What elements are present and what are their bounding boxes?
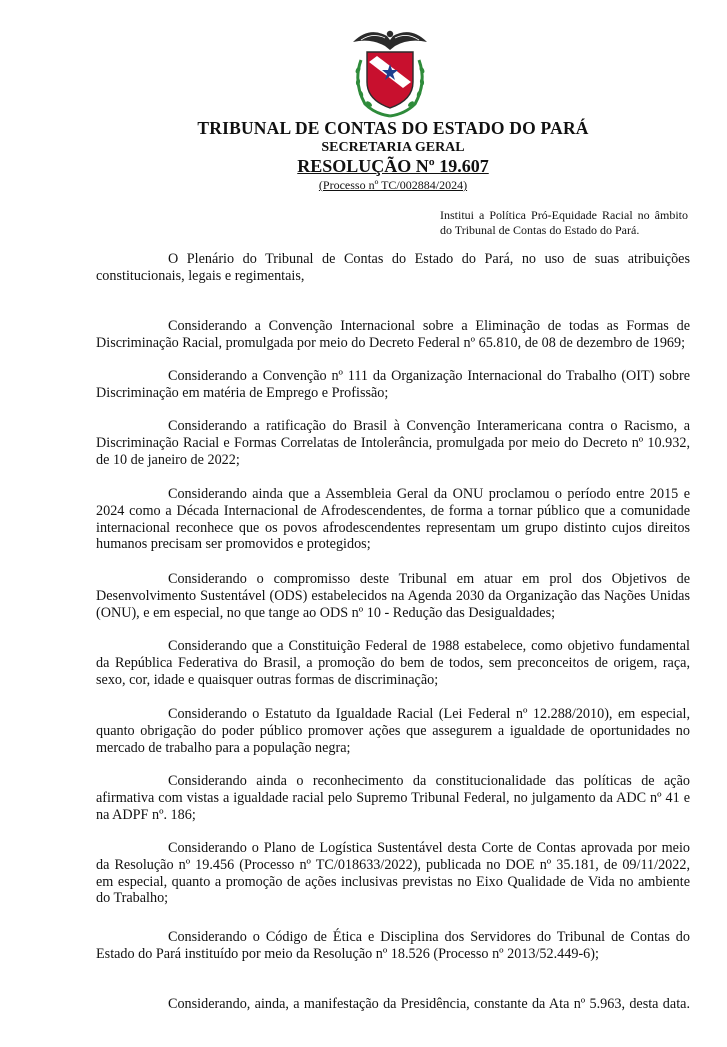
- whereas-paragraph: Considerando o Código de Ética e Disciplina dos Servidores do Tribunal de Contas do Estado do Pará instituído por meio da Resolução nº 18.526 (Processo nº 2013/52.449-6);: [96, 929, 690, 962]
- department-title: SECRETARIA GERAL: [321, 140, 465, 155]
- whereas-paragraph: Considerando a Convenção nº 111 da Organização Internacional do Trabalho (OIT) sobre Discriminação em matéria de Emprego e Profissão;: [96, 368, 690, 401]
- whereas-paragraph: Considerando a Convenção Internacional sobre a Eliminação de todas as Formas de Discriminação Racial, promulgada por meio do Decreto Federal nº 65.810, de 08 de dezembro de 1969;: [96, 318, 690, 351]
- whereas-paragraph: Considerando ainda que a Assembleia Geral da ONU proclamou o período entre 2015 e 2024 como a Década Internacional de Afrodescendentes, de forma a tornar público que a comunidade internacional reconhece que os povos afrodescendentes representam um grupo distinto cujos direitos humanos precisam ser promovidos e protegidos;: [96, 486, 690, 553]
- whereas-paragraph: Considerando que a Constituição Federal de 1988 estabelece, como objetivo fundamental da República Federativa do Brasil, a promoção do bem de todos, sem preconceitos de origem, raça, sexo, cor, idade e quaisquer outras formas de discriminação;: [96, 638, 690, 688]
- whereas-paragraph: Considerando ainda o reconhecimento da constitucionalidade das políticas de ação afirmativa com vistas a igualdade racial pelo Supremo Tribunal Federal, no julgamento da ADC nº 41 e na ADPF nº. 186;: [96, 773, 690, 823]
- opening-paragraph: O Plenário do Tribunal de Contas do Estado do Pará, no uso de suas atribuições constitucionais, legais e regimentais,: [96, 251, 690, 284]
- whereas-paragraph: Considerando o compromisso deste Tribunal em atuar em prol dos Objetivos de Desenvolvimento Sustentável (ODS) estabelecidos na Agenda 2030 da Organização das Nações Unidas (ONU), e em especial, no que tange ao ODS nº 10 - Redução das Desigualdades;: [96, 571, 690, 621]
- whereas-paragraph: Considerando o Plano de Logística Sustentável desta Corte de Contas aprovada por meio da Resolução nº 19.456 (Processo nº TC/018633/2022), publicada no DOE nº 35.181, de 09/11/2022, em especial, quanto a promoção de ações inclusivas previstas no Eixo Qualidade de Vida no ambiente do Trabalho;: [96, 840, 690, 907]
- coat-of-arms-emblem: [347, 24, 433, 120]
- ementa-summary: Institui a Política Pró-Equidade Racial no âmbito do Tribunal de Contas do Estado do Pará.: [440, 208, 688, 237]
- resolution-title: RESOLUÇÃO Nº 19.607: [297, 156, 489, 176]
- whereas-paragraph: Considerando o Estatuto da Igualdade Racial (Lei Federal nº 12.288/2010), em especial, quanto obrigação do poder público promover ações que assegurem a igualdade de oportunidades no mercado de trabalho para a população negra;: [96, 706, 690, 756]
- whereas-paragraph: Considerando, ainda, a manifestação da Presidência, constante da Ata nº 5.963, desta data.: [168, 996, 690, 1012]
- process-number: (Processo nº TC/002884/2024): [318, 178, 468, 192]
- whereas-paragraph: Considerando a ratificação do Brasil à Convenção Interamericana contra o Racismo, a Discriminação Racial e Formas Correlatas de Intolerância, promulgada por meio do Decreto nº 10.932, de 10 de janeiro de 2022;: [96, 418, 690, 468]
- institution-title: TRIBUNAL DE CONTAS DO ESTADO DO PARÁ: [197, 118, 589, 138]
